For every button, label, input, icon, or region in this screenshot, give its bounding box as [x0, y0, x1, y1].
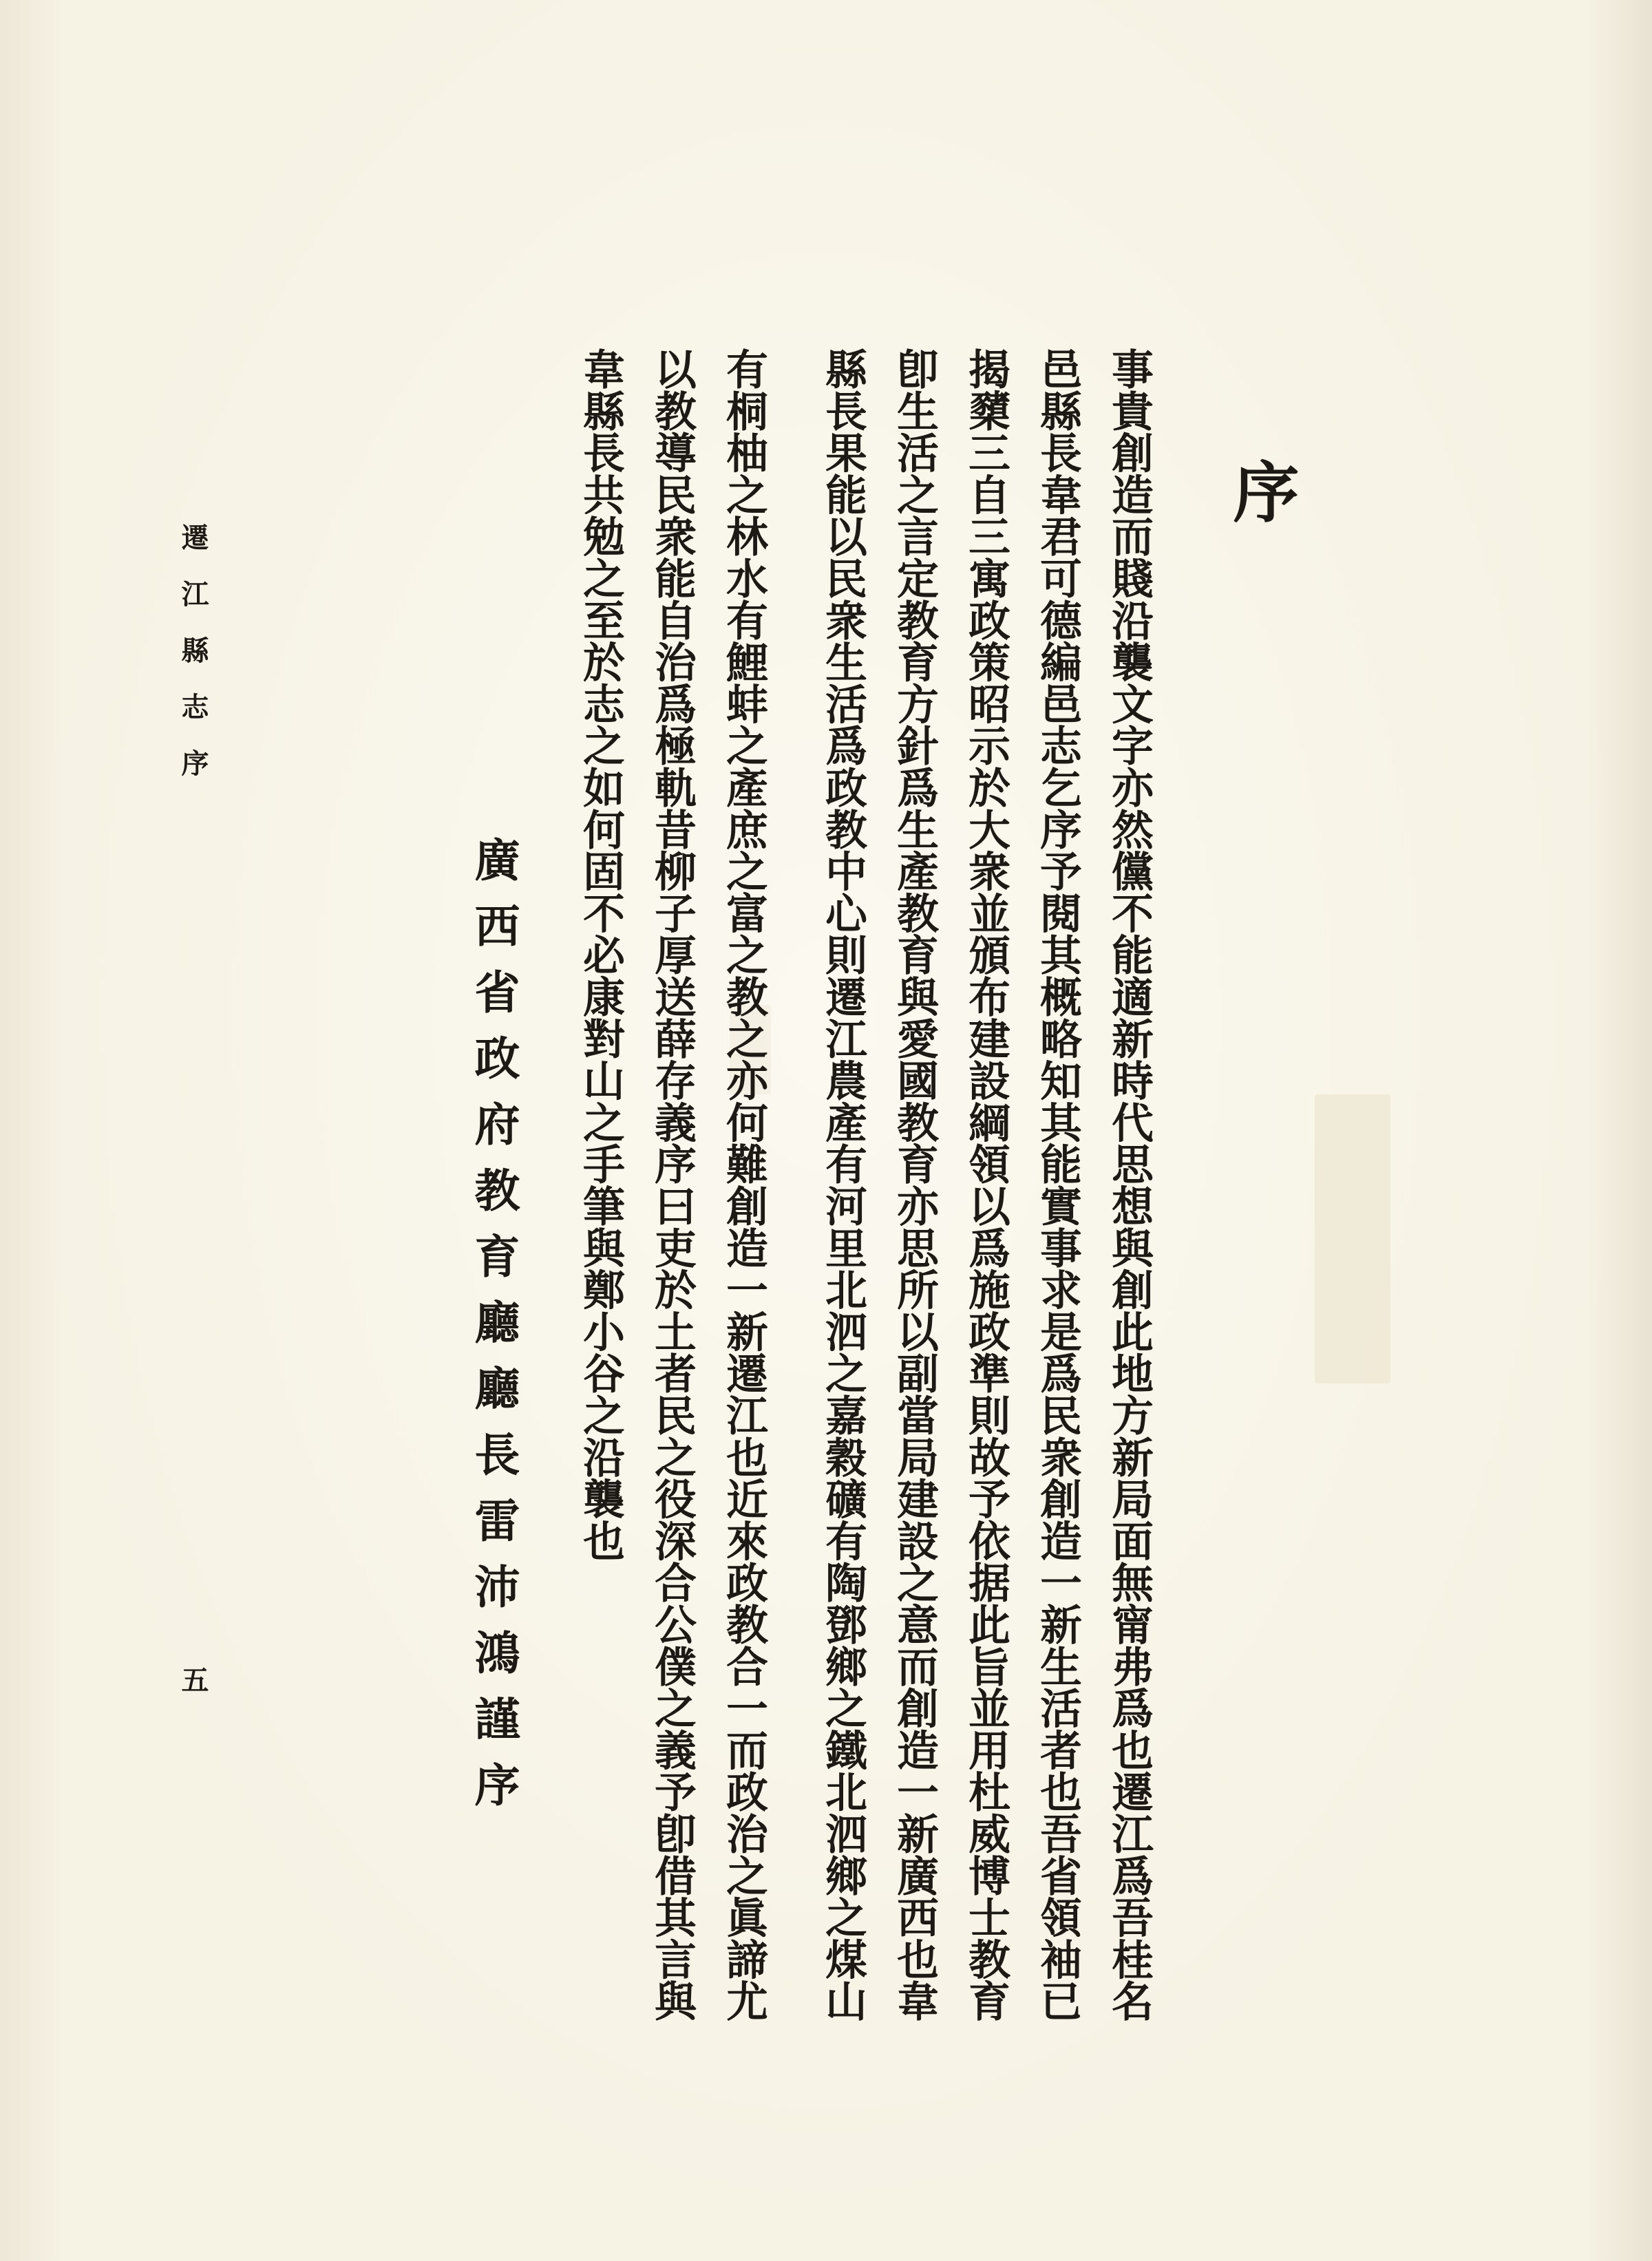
- body-column: 邑縣長韋君可德編邑志乞序予閱其概略知其能實事求是爲民衆創造一新生活者也吾省領袖已: [1033, 348, 1082, 2021]
- body-column: 以教導民衆能自治爲極軌昔柳子厚送薛存義序曰吏於土者民之役深合公僕之義予卽借其言與: [648, 348, 697, 2021]
- author-signature: 廣西省政府教育廳廳長雷沛鴻謹序: [467, 836, 520, 1827]
- margin-book-title: 遷江縣志序: [177, 523, 209, 805]
- body-column: 有桐柚之林水有鯉蚌之產庶之富之教之亦何難創造一新遷江也近來政教合一而政治之眞諦尤: [719, 348, 768, 2021]
- body-column: 事貴創造而賤沿襲文字亦然儻不能適新時代思想與創此地方新局面無甯弗爲也遷江爲吾桂名: [1105, 348, 1154, 2021]
- body-column: 縣長果能以民衆生活爲政教中心則遷江農產有河里北泗之嘉穀礦有陶鄧鄉之鐵北泗鄉之煤山: [818, 348, 867, 2021]
- body-column: 韋縣長共勉之至於志之如何固不必康對山之手筆與鄭小谷之沿襲也: [576, 348, 625, 1562]
- preface-title: 序: [1222, 458, 1300, 524]
- body-column: 揭櫫三自三寓政策昭示於大衆並頒布建設綱領以爲施政準則故予依据此旨並用杜威博士教育: [962, 348, 1010, 2021]
- paper-stain: [1315, 1094, 1390, 1383]
- body-column: 卽生活之言定教育方針爲生產教育與愛國教育亦思所以副當局建設之意而創造一新廣西也韋: [890, 348, 939, 2021]
- page-number: 五: [177, 1666, 209, 1693]
